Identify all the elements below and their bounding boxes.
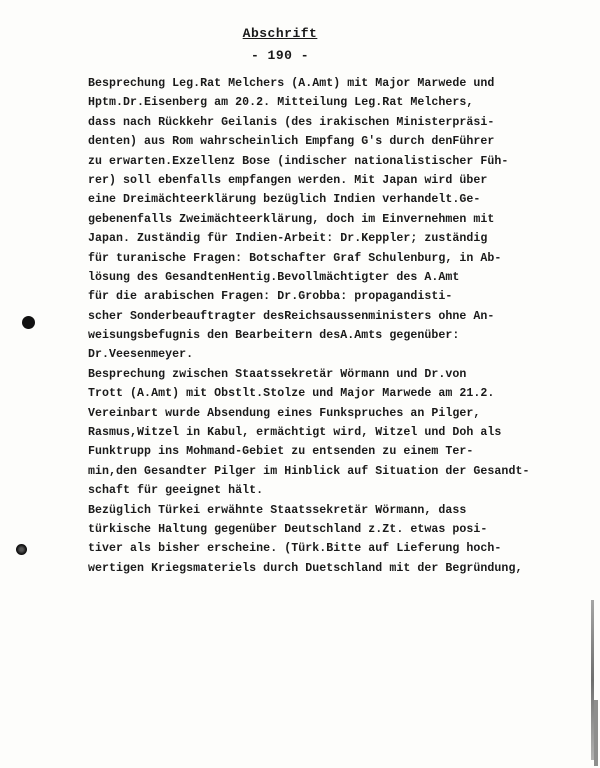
text-line: weisungsbefugnis den Bearbeitern desA.Amts gegenüber: xyxy=(88,329,460,343)
text-line: wertigen Kriegsmateriels durch Duetschland mit der Begründung, xyxy=(88,561,523,575)
punch-hole-mark xyxy=(22,316,35,329)
text-line: Hptm.Dr.Eisenberg am 20.2. Mitteilung Leg.Rat Melchers, xyxy=(88,96,474,110)
text-line: türkische Haltung gegenüber Deutschland z.Zt. etwas posi- xyxy=(88,522,488,536)
page-number: - 190 - xyxy=(250,48,310,63)
text-line: eine Dreimächteerklärung bezüglich Indien verhandelt.Ge- xyxy=(88,193,481,207)
text-line: Besprechung zwischen Staatssekretär Wörmann und Dr.von xyxy=(88,367,467,381)
text-line: scher Sonderbeauftragter desReichsaussenministers ohne An- xyxy=(88,309,495,323)
text-line: min,den Gesandter Pilger im Hinblick auf Situation der Gesandt- xyxy=(88,464,530,478)
text-line: tiver als bisher erscheine. (Türk.Bitte auf Lieferung hoch- xyxy=(88,542,502,556)
text-line: lösung des GesandtenHentig.Bevollmächtigter des A.Amt xyxy=(88,270,460,284)
text-line: Besprechung Leg.Rat Melchers (A.Amt) mit Major Marwede und xyxy=(88,77,495,90)
text-line: für die arabischen Fragen: Dr.Grobba: propagandisti- xyxy=(88,290,453,304)
text-line: zu erwarten.Exzellenz Bose (indischer nationalistischer Füh- xyxy=(88,154,509,168)
text-line: schaft für geeignet hält. xyxy=(88,484,264,498)
text-line: dass nach Rückkehr Geilanis (des irakischen Ministerpräsi- xyxy=(88,115,495,129)
text-line: Trott (A.Amt) mit Obstlt.Stolze und Major Marwede am 21.2. xyxy=(88,387,495,401)
document-body xyxy=(88,74,588,578)
text-line: Vereinbart wurde Absendung eines Funkspruches an Pilger, xyxy=(88,406,481,420)
text-line: gebenenfalls Zweimächteerklärung, doch im Einvernehmen mit xyxy=(88,212,495,226)
text-line: rer) soll ebenfalls empfangen werden. Mit Japan wird über xyxy=(88,173,488,187)
scan-edge-mark xyxy=(594,700,598,766)
text-line: Japan. Zuständig für Indien-Arbeit: Dr.Keppler; zuständig xyxy=(88,232,488,246)
text-line: Rasmus,Witzel in Kabul, ermächtigt wird, Witzel und Doh als xyxy=(88,426,502,440)
text-line: Dr.Veesenmeyer. xyxy=(88,348,194,362)
text-line: Bezüglich Türkei erwähnte Staatssekretär Wörmann, dass xyxy=(88,503,467,517)
document-title: Abschrift xyxy=(242,26,318,41)
punch-hole-mark xyxy=(16,544,27,555)
text-line: denten) aus Rom wahrscheinlich Empfang G's durch denFührer xyxy=(88,135,495,149)
text-line: für turanische Fragen: Botschafter Graf Schulenburg, in Ab- xyxy=(88,251,502,265)
text-line: Funktrupp ins Mohmand-Gebiet zu entsenden zu einem Ter- xyxy=(88,445,474,459)
